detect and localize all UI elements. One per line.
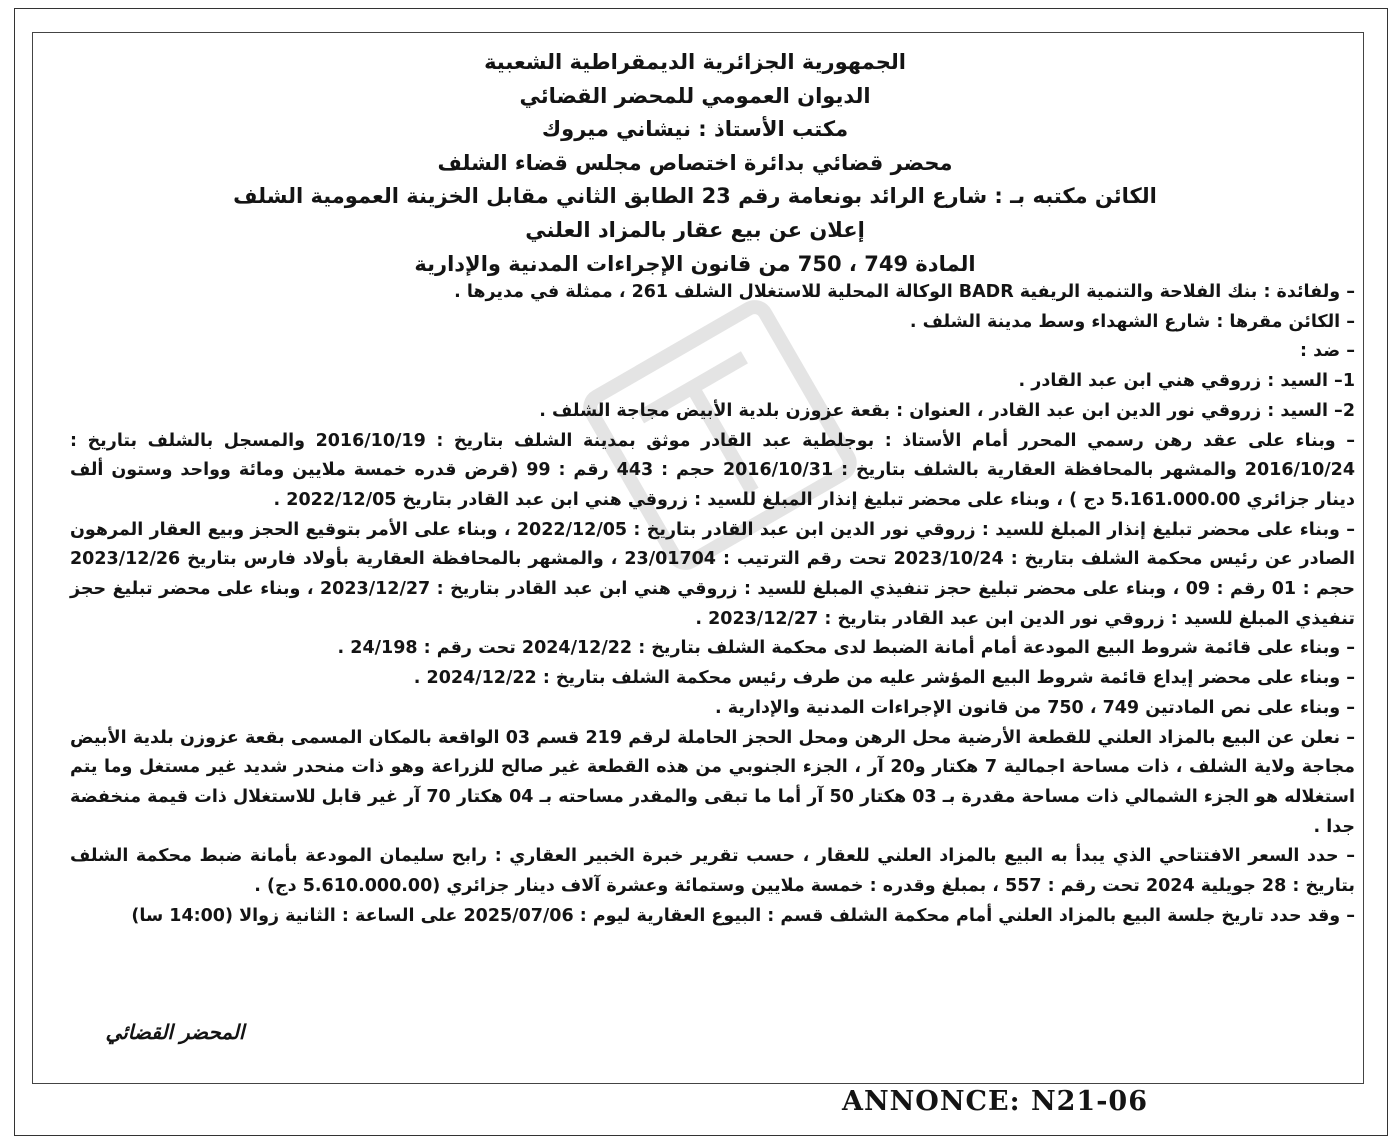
paragraph-debtor-2: 2– السيد : زروقي نور الدين ابن عبد القادر ، العنوان : بقعة عزوزن بلدية الأبيض مجاجة الشلف . — [539, 400, 1355, 421]
paragraph-legal-basis: – وبناء على نص المادتين 749 ، 750 من قانون الإجراءات المدنية والإدارية . — [714, 697, 1355, 718]
paragraph-debtor-1: 1– السيد : زروقي هني ابن عبد القادر . — [1018, 371, 1355, 392]
paragraph-opening-price: – حدد السعر الافتتاحي الذي يبدأ به البيع بالمزاد العلني للعقار ، حسب تقرير خبرة الخبير العقاري : رابح سليمان المودعة بأمانة ضبط محكمة الشلف بتاريخ : 28 جويلية 2024 تحت رقم : 557 ، بمبلغ وقدره : خمسة ملايين وستمائة وعشرة آلاف دينار جزائري (5.610.000.00 دج) . — [70, 846, 1355, 897]
document-header — [40, 46, 1350, 281]
signature: المحضر القضائي — [105, 1020, 245, 1044]
annonce-reference: ANNONCE: N21-06 — [842, 1086, 1148, 1117]
header-line-articles: المادة 749 ، 750 من قانون الإجراءات المدنية والإدارية — [414, 251, 976, 276]
header-line-bailiff-name: مكتب الأستاذ : نيشاني ميروك — [541, 117, 849, 142]
header-line-office: الديوان العمومي للمحضر القضائي — [519, 83, 871, 108]
document-body — [70, 278, 1355, 931]
paragraph-deposit: – وبناء على محضر إيداع قائمة شروط البيع المؤشر عليه من طرف رئيس محكمة الشلف بتاريخ : 2024/12/22 . — [413, 668, 1355, 689]
paragraph-against: – ضد : — [1300, 341, 1355, 362]
paragraph-headquarters: – الكائن مقرها : شارع الشهداء وسط مدينة الشلف . — [909, 311, 1355, 332]
header-line-jurisdiction: محضر قضائي بدائرة اختصاص مجلس قضاء الشلف — [437, 150, 953, 175]
paragraph-auction-date: – وقد حدد تاريخ جلسة البيع بالمزاد العلني أمام محكمة الشلف قسم : البيوع العقارية ليوم : 2025/07/06 على الساعة : الثانية زوالا (14:00 سا) — [131, 905, 1355, 926]
header-line-address: الكائن مكتبه بـ : شارع الرائد بونعامة رقم 23 الطابق الثاني مقابل الخزينة العمومية الشلف — [233, 184, 1157, 209]
header-line-republic: الجمهورية الجزائرية الديمقراطية الشعبية — [484, 50, 906, 74]
paragraph-property-description: – نعلن عن البيع بالمزاد العلني للقطعة الأرضية محل الرهن ومحل الحجز الحاملة لرقم 219 قسم 03 الواقعة بالمكان المسمى بقعة عزوزن بلدية الأبيض مجاجة ولاية الشلف ، ذات مساحة اجمالية 7 هكتار و20 آر ، الجزء الجنوبي من هذه القطعة غير صالح للزراعة وهو ذات منحدر شديد غير مستغل وما يتم استغلاله هو الجزء الشمالي ذات مساحة مقدرة بـ 03 هكتار 50 آر أما ما تبقى والمقدر مساحته بـ 04 هكتار 70 آر غير قابل للاستغلال ذات قيمة منخفضة جدا . — [70, 727, 1355, 837]
paragraph-beneficiary: – ولفائدة : بنك الفلاحة والتنمية الريفية BADR الوكالة المحلية للاستغلال الشلف 261 ، ممثلة في مديرها . — [454, 282, 1355, 302]
paragraph-mortgage: – وبناء على عقد رهن رسمي المحرر أمام الأستاذ : بوجلطية عبد القادر موثق بمدينة الشلف بتاريخ : 2016/10/19 والمسجل بالشلف بتاريخ : 2016/10/24 والمشهر بالمحافظة العقارية بالشلف بتاريخ : 2016/10/31 حجم : 443 رقم : 99 (قرض قدره خمسة ملايين ومائة وواحد وستون ألف دينار جزائري 5.161.000.00 دج ) ، وبناء على محضر تبليغ إنذار المبلغ للسيد : زروقي هني ابن عبد القادر بتاريخ 2022/12/05 . — [70, 430, 1355, 510]
paragraph-conditions-list: – وبناء على قائمة شروط البيع المودعة أمام أمانة الضبط لدى محكمة الشلف بتاريخ : 2024/12/22 تحت رقم : 24/198 . — [337, 638, 1355, 659]
header-line-announcement-title: إعلان عن بيع عقار بالمزاد العلني — [525, 217, 865, 242]
paragraph-notices: – وبناء على محضر تبليغ إنذار المبلغ للسيد : زروقي نور الدين ابن عبد القادر بتاريخ : 2022/12/05 ، وبناء على الأمر بتوقيع الحجز وبيع العقار المرهون الصادر عن رئيس محكمة الشلف بتاريخ : 2023/10/24 تحت رقم الترتيب : 23/01704 ، والمشهر بالمحافظة العقارية بأولاد فارس بتاريخ 2023/12/26 حجم : 01 رقم : 09 ، وبناء على محضر تبليغ حجز تنفيذي المبلغ للسيد : زروقي هني ابن عبد القادر بتاريخ : 2023/12/27 ، وبناء على محضر تبليغ حجز تنفيذي المبلغ للسيد : زروقي نور الدين ابن عبد القادر بتاريخ : 2023/12/27 . — [70, 519, 1355, 629]
